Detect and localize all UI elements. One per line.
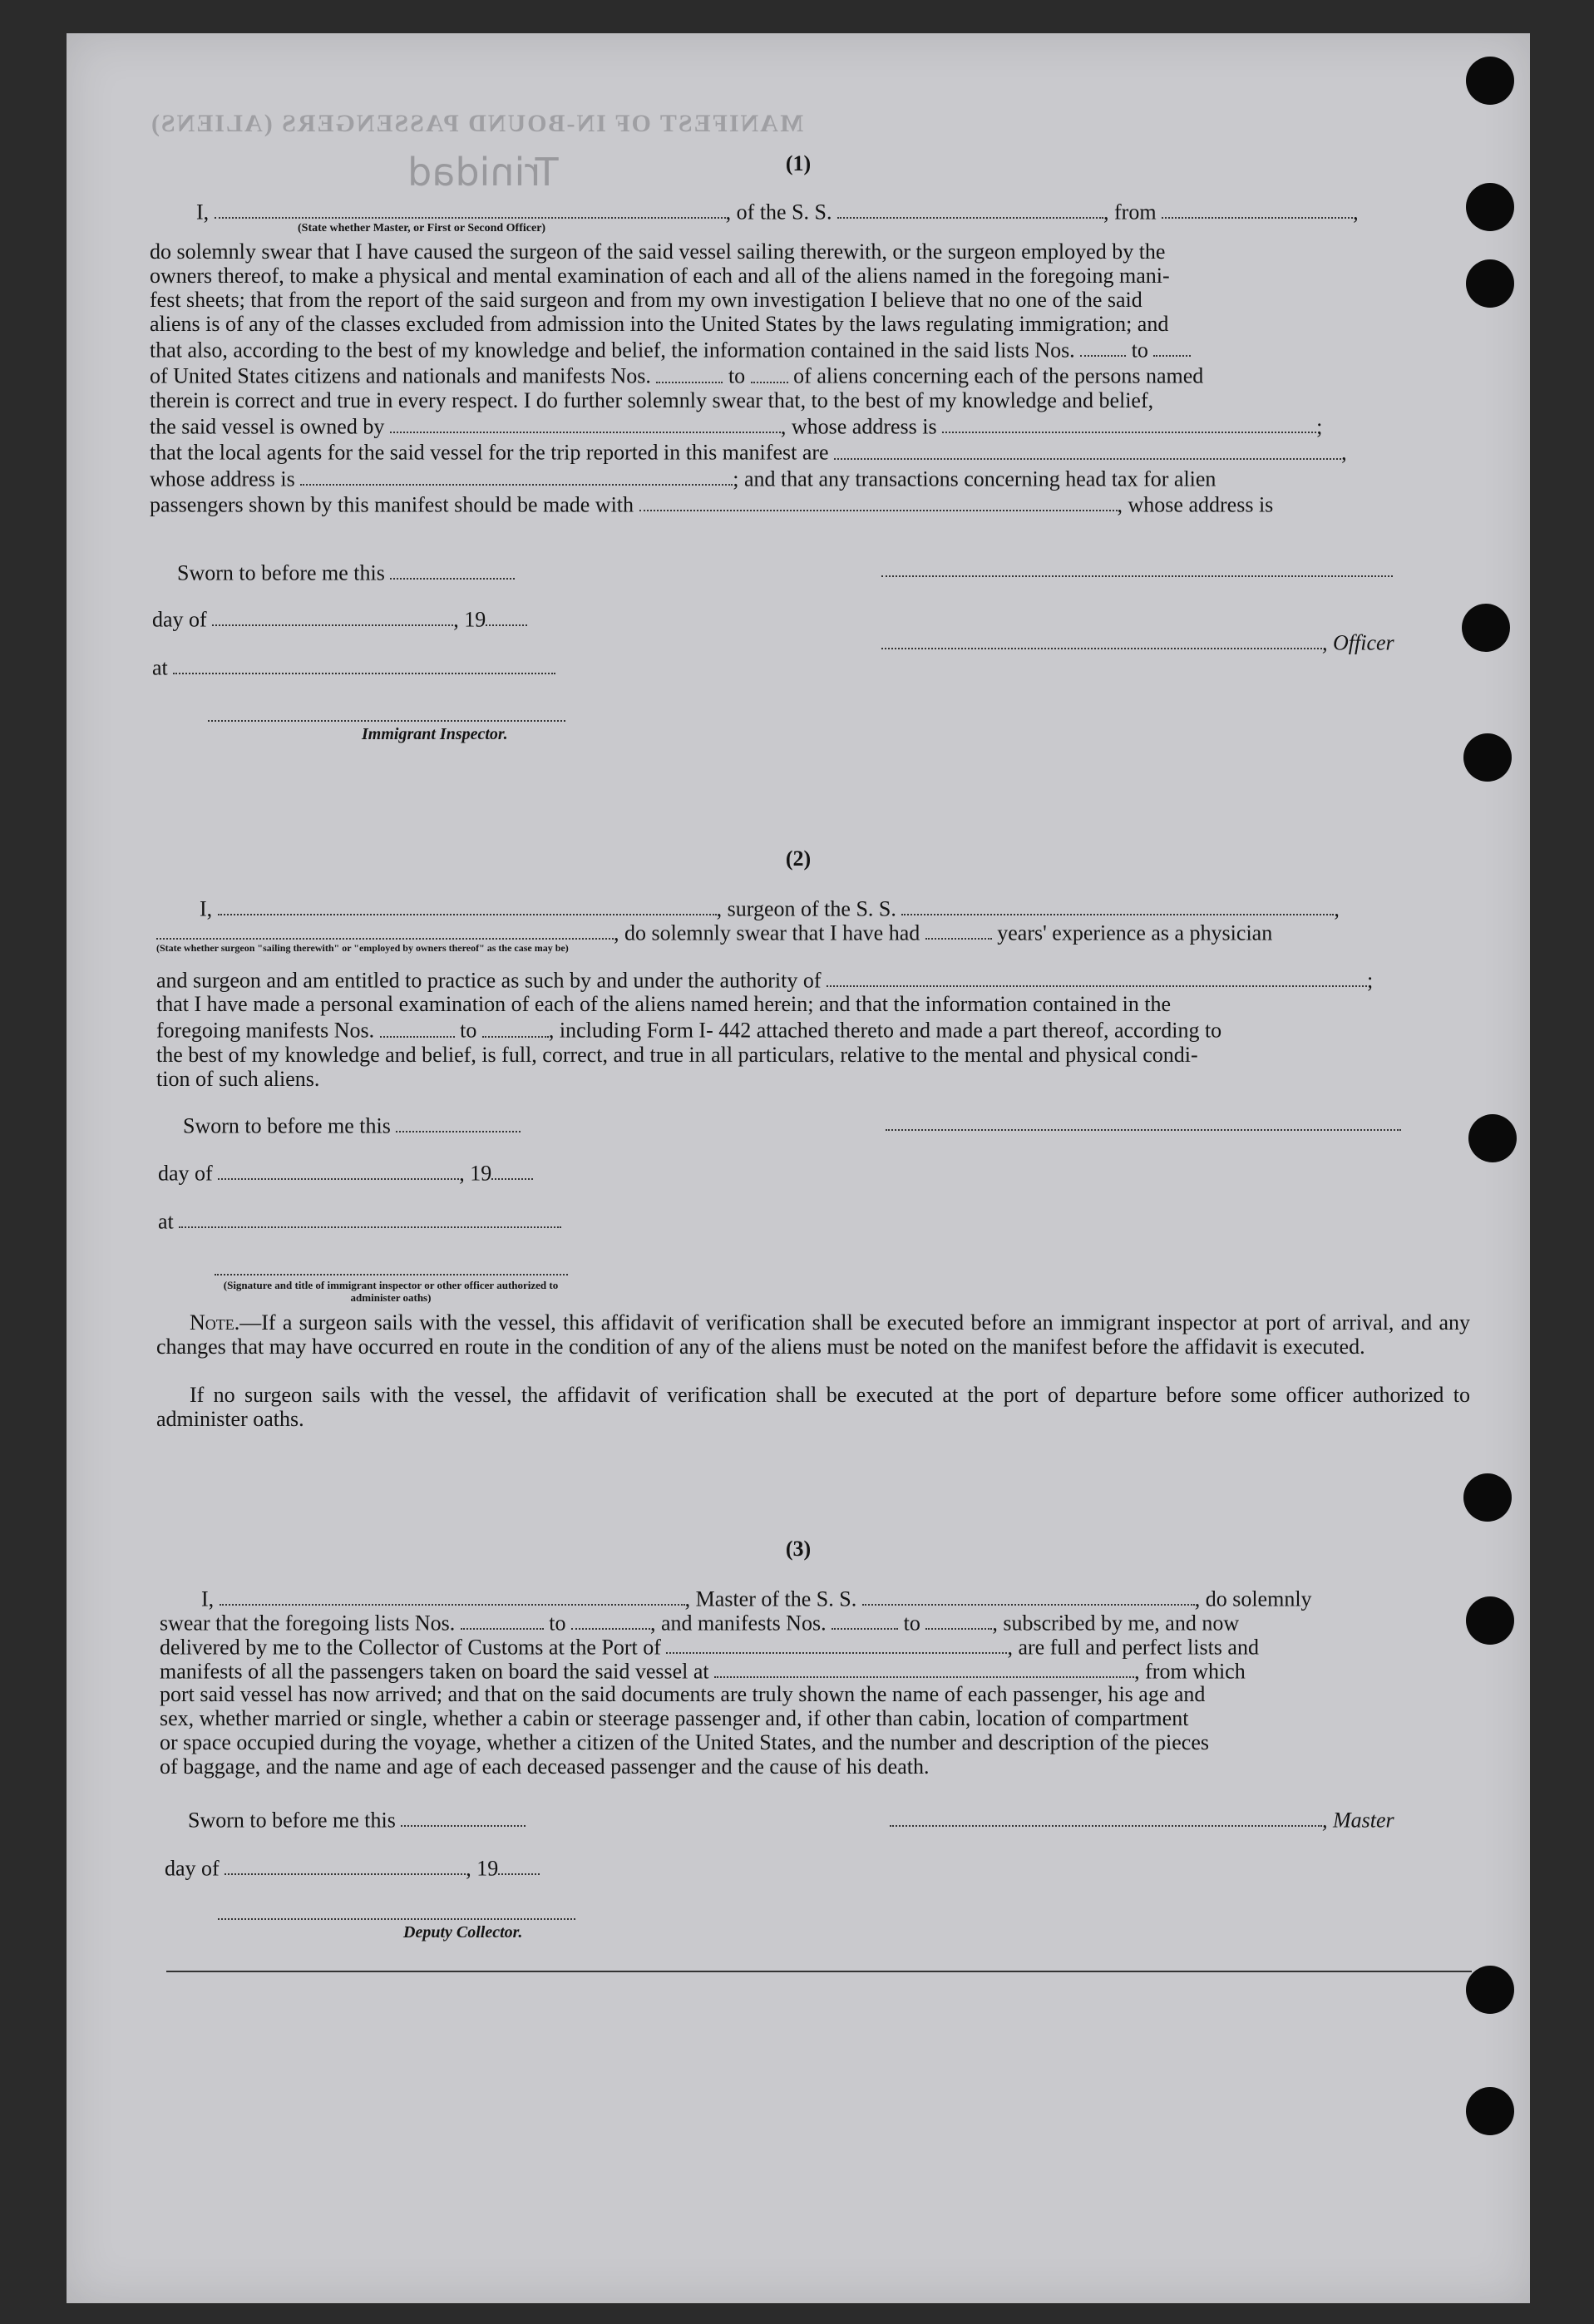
s3-port-blank[interactable]	[666, 1633, 1007, 1654]
s2-including: , including Form I- 442 attached thereto and made a part thereof, according to	[548, 1018, 1222, 1043]
punch-hole	[1463, 733, 1512, 782]
s1-body-line	[150, 412, 1466, 438]
s2-body-line	[156, 966, 1470, 992]
s1-at: at	[152, 655, 168, 680]
s1-passengers-text: passengers shown by this manifest should be made with	[150, 492, 634, 517]
s3-full-lists: , are full and perfect lists and	[1007, 1635, 1259, 1660]
bleed-through-title: MANIFEST OF IN-BOUND PASSENGERS (ALIENS)	[150, 110, 804, 137]
s1-aliens-concerning: of aliens concerning each of the persons named	[793, 363, 1204, 388]
s1-agents-text: that the local agents for the said vessel for the trip reported in this manifest are	[150, 440, 829, 465]
punch-hole	[1466, 183, 1514, 231]
s3-boarded-line	[160, 1657, 1246, 1684]
s1-officer-caption: (State whether Master, or First or Second Officer)	[298, 222, 546, 234]
s1-body	[150, 239, 1466, 516]
s1-body-line: owners thereof, to make a physical and mental examination of each and all of the aliens named in the foregoing mani-	[150, 264, 1170, 288]
s1-end: ,	[1353, 200, 1359, 225]
s1-to-2: to	[728, 363, 746, 388]
s3-day-line	[165, 1854, 540, 1881]
s1-whose-address: , whose address is	[780, 414, 937, 439]
s2-body-line: that I have made a personal examination of each of the aliens named herein; and that the information contained in the	[156, 992, 1172, 1017]
s3-boarded-text: manifests of all the passengers taken on board the said vessel at	[160, 1659, 709, 1684]
s2-had: , do solemnly swear that I have had	[614, 920, 920, 945]
s1-oath-line	[196, 198, 1359, 225]
s1-mid: , of the S. S.	[725, 200, 832, 225]
s1-lists-to-blank[interactable]	[1153, 336, 1191, 357]
s1-manifests-from-blank[interactable]	[656, 362, 723, 382]
punch-hole	[1466, 2087, 1514, 2135]
s3-nineteen: , 19	[466, 1856, 499, 1881]
s1-to: to	[1131, 338, 1148, 363]
s2-oath-line	[200, 895, 1340, 921]
s2-note-2	[156, 1383, 1470, 1431]
s1-officer-signature-line[interactable]	[881, 575, 1393, 577]
s1-whose-address-end: , whose address is	[1117, 492, 1274, 517]
s2-surgeon-type-blank[interactable]	[156, 919, 614, 940]
s1-officer-label: , Officer	[1322, 630, 1394, 655]
s1-comma: ,	[1341, 440, 1347, 465]
s2-surgeon-signature-line[interactable]	[886, 1129, 1401, 1131]
s2-note2-text: If no surgeon sails with the vessel, the affidavit of verification shall be executed at the port of departure before some officer authorized to administer oaths.	[156, 1383, 1470, 1431]
s3-body-line: sex, whether married or single, whether a cabin or steerage passenger and, if other than cabin, location of compartment	[160, 1706, 1189, 1730]
section-2-number: (2)	[785, 846, 812, 871]
s3-lists-text: swear that the foregoing lists Nos.	[160, 1611, 456, 1636]
s2-note-label: Note.	[190, 1310, 240, 1335]
punch-hole	[1466, 57, 1514, 105]
s3-deputy-signature-line[interactable]	[218, 1918, 575, 1920]
s3-to: to	[549, 1611, 566, 1636]
s3-master-sig	[890, 1806, 1394, 1833]
s1-day-blank[interactable]	[212, 605, 453, 626]
s3-oath-line	[201, 1585, 1312, 1611]
s1-lists-text: that also, according to the best of my knowledge and belief, the information contained in the said lists Nos.	[150, 338, 1075, 363]
s1-officer-sig	[881, 629, 1394, 655]
s1-day-of: day of	[152, 607, 207, 632]
s1-owned-text: the said vessel is owned by	[150, 414, 385, 439]
s2-sworn-blank[interactable]	[396, 1112, 521, 1132]
s3-body-line: or space occupied during the voyage, whether a citizen of the United States, and the number and description of the pieces	[160, 1730, 1210, 1754]
s1-day-line	[152, 605, 527, 632]
s2-body	[156, 966, 1470, 1091]
s3-master-sig-blank[interactable]	[890, 1806, 1322, 1827]
s1-sworn-blank[interactable]	[390, 559, 515, 580]
s2-surgeon-caption: (State whether surgeon "sailing therewith" or "employed by owners thereof" as the case may be)	[156, 942, 569, 954]
s1-body-line: therein is correct and true in every respect. I do further solemnly swear that, to the best of my knowledge and belief,	[150, 387, 1154, 412]
s1-manifests-text: of United States citizens and nationals and manifests Nos.	[150, 363, 651, 388]
s2-years-blank[interactable]	[925, 919, 992, 940]
s1-body-line	[150, 491, 1466, 516]
s2-authority-blank[interactable]	[827, 966, 1367, 987]
s1-body-line: fest sheets; that from the report of the said surgeon and from my own investigation I believe that no one of the said	[150, 288, 1142, 312]
s3-body	[160, 1682, 1476, 1779]
punch-hole	[1468, 1114, 1517, 1162]
s2-at-line	[158, 1207, 561, 1234]
s3-collector-text: delivered by me to the Collector of Customs at the Port of	[160, 1635, 661, 1660]
s2-sworn-line	[183, 1112, 521, 1138]
s2-sworn: Sworn to before me this	[183, 1113, 391, 1138]
s1-inspector-label: Immigrant Inspector.	[362, 725, 508, 743]
punch-hole	[1462, 604, 1510, 652]
s1-year-blank[interactable]	[486, 605, 527, 626]
s2-nineteen: , 19	[459, 1161, 492, 1186]
s1-body-line	[150, 465, 1466, 491]
s2-semicolon: ;	[1367, 968, 1374, 993]
s2-name-blank[interactable]	[218, 895, 717, 915]
s1-body-line	[150, 438, 1466, 464]
s2-at: at	[158, 1209, 174, 1234]
s1-post: , from	[1103, 200, 1157, 225]
s3-name-blank[interactable]	[220, 1585, 685, 1606]
section-1-number: (1)	[785, 151, 812, 175]
s1-sworn: Sworn to before me this	[177, 560, 385, 585]
bleed-through-handwriting: Trinidad	[407, 150, 559, 195]
s1-body-line	[150, 336, 1466, 362]
s2-day-line	[158, 1159, 533, 1186]
s2-pre: I,	[200, 896, 213, 921]
s1-whose-text: whose address is	[150, 466, 295, 491]
s2-body-line: the best of my knowledge and belief, is full, correct, and true in all particulars, relative to the mental and physical condi-	[156, 1042, 1198, 1067]
s3-day-of: day of	[165, 1856, 220, 1881]
s3-mid: , Master of the S. S.	[684, 1586, 857, 1611]
s2-at-blank[interactable]	[179, 1207, 561, 1228]
s2-manifests-from-blank[interactable]	[380, 1016, 455, 1037]
s2-authority-text: and surgeon and am entitled to practice as such by and under the authority of	[156, 968, 822, 993]
s3-manifests-from-blank[interactable]	[832, 1609, 898, 1630]
s3-end: , do solemnly	[1194, 1586, 1312, 1611]
s3-day-blank[interactable]	[225, 1854, 466, 1875]
s1-body-line	[150, 362, 1466, 387]
s2-end: ,	[1334, 896, 1340, 921]
s3-pre: I,	[201, 1586, 215, 1611]
s2-note	[156, 1310, 1470, 1359]
s2-manifests-to-blank[interactable]	[482, 1016, 549, 1037]
s1-owner-blank[interactable]	[390, 412, 781, 433]
s3-master-label: , Master	[1322, 1808, 1394, 1833]
s1-head-tax: ; and that any transactions concerning head tax for alien	[733, 466, 1216, 491]
s1-from-blank[interactable]	[1162, 198, 1353, 219]
s2-body-line: tion of such aliens.	[156, 1066, 320, 1091]
s3-at-port-blank[interactable]	[714, 1657, 1134, 1678]
s2-inspector-signature-line[interactable]	[215, 1274, 568, 1275]
s1-vessel-blank[interactable]	[837, 198, 1103, 219]
s1-body-line: aliens is of any of the classes excluded from admission into the United States by the laws regulating immigration; and	[150, 312, 1169, 336]
punch-hole	[1466, 1966, 1514, 2014]
s3-sworn-line	[188, 1806, 526, 1833]
s2-day-blank[interactable]	[218, 1159, 459, 1180]
s1-body-line: do solemnly swear that I have caused the surgeon of the said vessel sailing therewith, or the surgeon employed by the	[150, 239, 1166, 264]
s1-officer-blank[interactable]	[215, 198, 726, 219]
s3-lists-from-blank[interactable]	[461, 1609, 544, 1630]
s1-at-line	[152, 654, 555, 680]
s2-note-text: —If a surgeon sails with the vessel, this affidavit of verification shall be executed before an immigrant inspector at port of arrival, and any changes that may have occurred en route in the condition of any of the aliens must be noted on the manifest before the affidavit is executed.	[156, 1310, 1470, 1359]
s3-vessel-blank[interactable]	[862, 1585, 1195, 1606]
s2-year-blank[interactable]	[491, 1159, 533, 1180]
s3-sworn: Sworn to before me this	[188, 1808, 396, 1833]
s1-head-tax-blank[interactable]	[639, 491, 1118, 511]
s2-manifests-text: foregoing manifests Nos.	[156, 1018, 375, 1043]
s3-deputy-label: Deputy Collector.	[403, 1923, 523, 1942]
s3-collector-line	[160, 1633, 1259, 1660]
s3-sworn-blank[interactable]	[401, 1806, 526, 1827]
s3-lists-line	[160, 1609, 1239, 1636]
s2-years-text: years' experience as a physician	[997, 920, 1273, 945]
s3-manifests-to-blank[interactable]	[925, 1609, 992, 1630]
s1-officer-sig-blank[interactable]	[881, 629, 1322, 649]
s3-manifests: , and manifests Nos.	[650, 1611, 827, 1636]
s1-agents-blank[interactable]	[834, 438, 1341, 459]
s3-to-2: to	[903, 1611, 920, 1636]
s2-to: to	[460, 1018, 477, 1043]
s1-agents-address-blank[interactable]	[300, 465, 733, 486]
s1-nineteen: , 19	[453, 607, 486, 632]
section-3-number: (3)	[785, 1537, 812, 1561]
s3-year-blank[interactable]	[498, 1854, 540, 1875]
s3-lists-to-blank[interactable]	[571, 1609, 650, 1630]
s1-manifests-to-blank[interactable]	[751, 362, 788, 382]
s1-inspector-signature-line[interactable]	[208, 720, 565, 722]
s3-subscribed: , subscribed by me, and now	[992, 1611, 1240, 1636]
s2-vessel-blank[interactable]	[901, 895, 1334, 915]
s1-lists-from-blank[interactable]	[1080, 336, 1126, 357]
s3-body-line: port said vessel has now arrived; and that on the said documents are truly shown the name of each passenger, his age and	[160, 1682, 1206, 1706]
s1-owner-address-blank[interactable]	[942, 412, 1316, 433]
punch-hole	[1463, 1473, 1512, 1522]
s2-mid: , surgeon of the S. S.	[716, 896, 896, 921]
s1-pre: I,	[196, 200, 210, 225]
punch-hole	[1466, 259, 1514, 308]
s2-body-line	[156, 1016, 1470, 1042]
s1-at-blank[interactable]	[173, 654, 555, 674]
s2-day-of: day of	[158, 1161, 213, 1186]
document-page	[67, 33, 1530, 2303]
bottom-rule	[166, 1971, 1472, 1972]
s3-from-which: , from which	[1134, 1659, 1246, 1684]
s3-body-line: of baggage, and the name and age of each deceased passenger and the cause of his death.	[160, 1754, 930, 1779]
s1-semicolon: ;	[1316, 414, 1323, 439]
s2-signature-caption: (Signature and title of immigrant inspector or other officer authorized to administer oaths)	[223, 1279, 559, 1304]
punch-hole	[1466, 1596, 1514, 1645]
s1-sworn-line	[177, 559, 515, 585]
